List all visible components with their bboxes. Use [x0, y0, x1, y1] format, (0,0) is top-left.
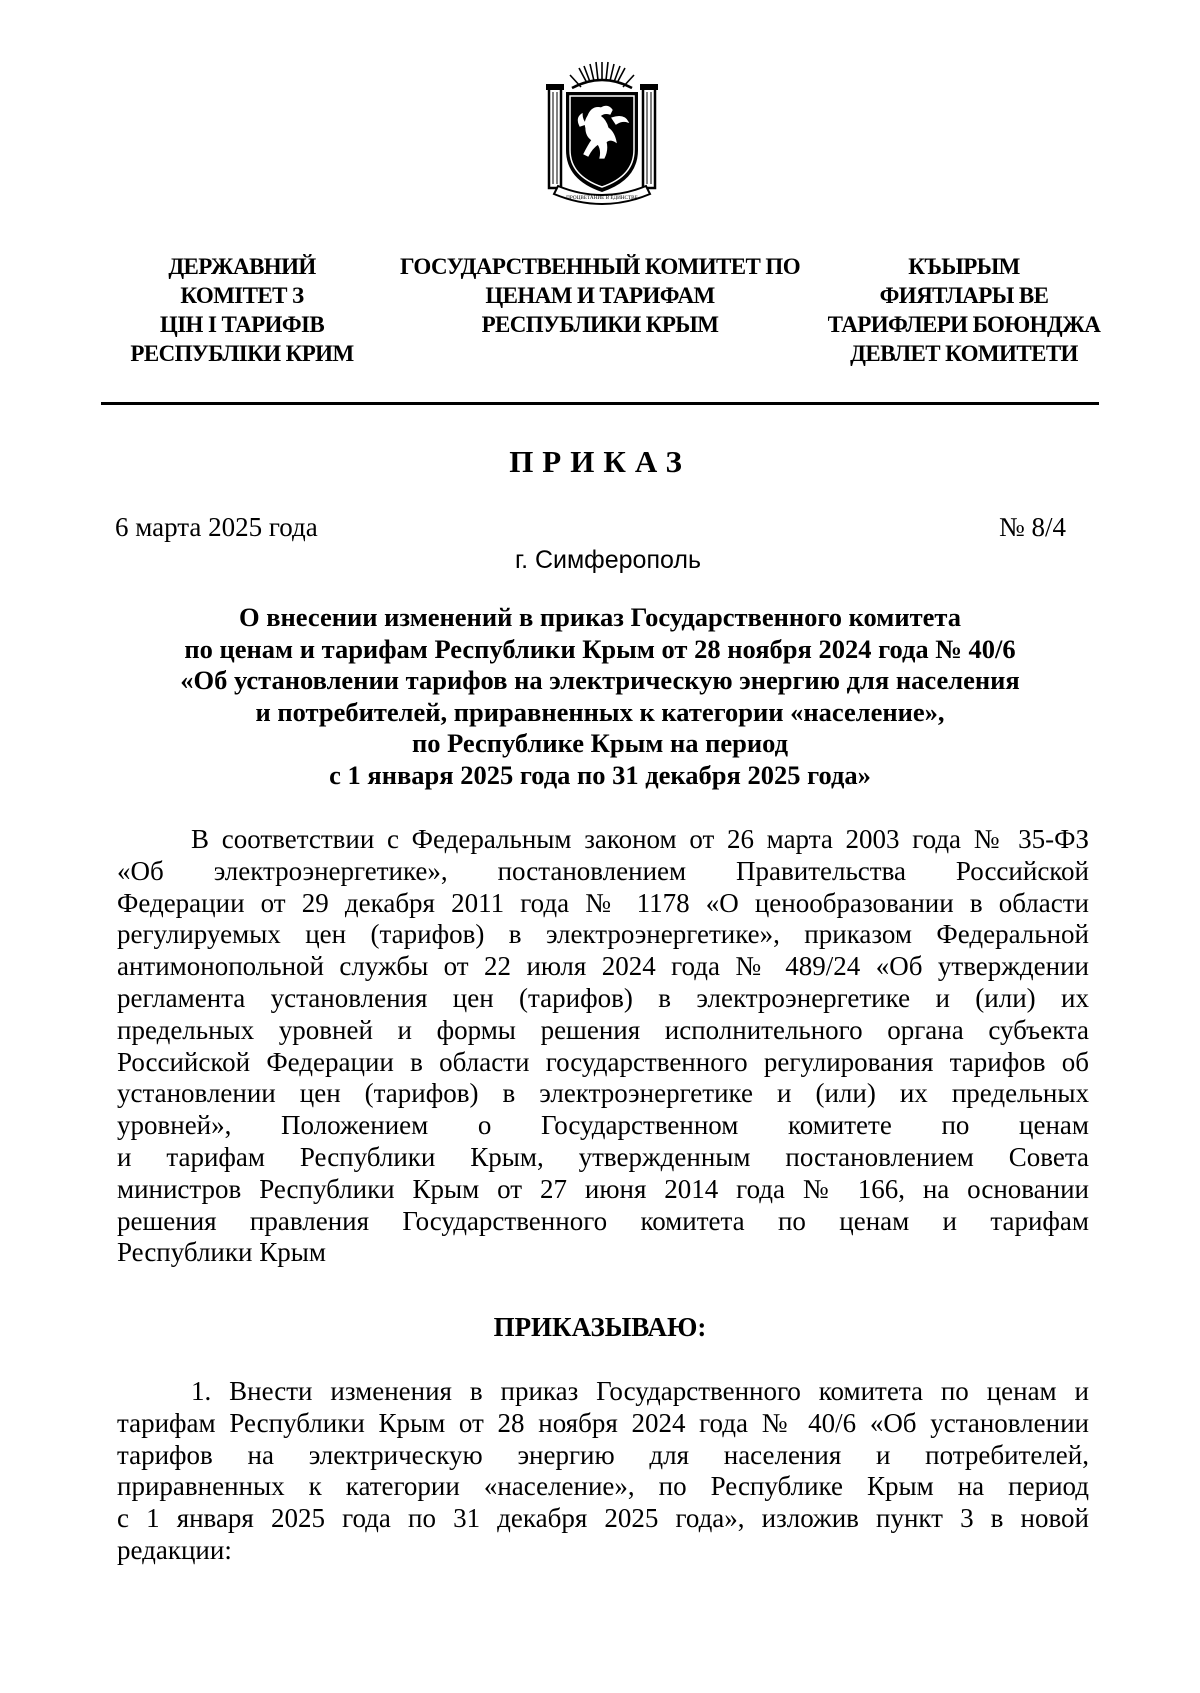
order-heading: ПРИКАЗЫВАЮ: — [493, 1312, 707, 1342]
preamble-line: уровней», Положением о Государственном комитете по ценам — [117, 1110, 1089, 1141]
preamble-line: «Об электроэнергетике», постановлением Правительства Российской — [117, 855, 1089, 886]
agency-crh-line: КЪЫРЫМ — [908, 254, 1020, 279]
preamble-line: Республики Крым — [117, 1237, 326, 1268]
agency-uk-line: КОМІТЕТ З — [180, 283, 304, 308]
document-title: ПРИКАЗ — [509, 444, 691, 479]
clause-line: с 1 января 2025 года по 31 декабря 2025 года», изложив пункт 3 в новой — [117, 1503, 1089, 1534]
preamble-line: министров Республики Крым от 27 июня 2014 года № 166, на основании — [117, 1173, 1089, 1204]
preamble-line: В соответствии с Федеральным законом от 26 марта 2003 года № 35-ФЗ — [191, 824, 1089, 854]
subject-line: и потребителей, приравненных к категории «население», — [255, 696, 945, 727]
emblem-motto: ПРОЦВЕТАНИЕ В ЕДИНСТВЕ — [566, 195, 638, 201]
agency-uk-line: РЕСПУБЛІКИ КРИМ — [130, 341, 354, 366]
agency-uk-line: ЦІН І ТАРИФІВ — [159, 312, 325, 337]
preamble-line: регулируемых цен (тарифов) в электроэнергетике», приказом Федеральной — [117, 919, 1089, 950]
preamble-line: Российской Федерации в области государственного регулирования тарифов об — [117, 1046, 1089, 1077]
preamble-line: антимонопольной службы от 22 июля 2024 года № 489/24 «Об утверждении — [117, 951, 1089, 982]
subject-line: «Об установлении тарифов на электрическую энергию для населения — [180, 665, 1020, 695]
document-city: г. Симферополь — [515, 546, 701, 574]
preamble-line: регламента установления цен (тарифов) в электроэнергетике и (или) их — [117, 982, 1089, 1013]
agency-name-ukrainian — [112, 252, 372, 368]
agency-ru-line: ГОСУДАРСТВЕННЫЙ КОМИТЕТ ПО — [399, 254, 801, 279]
header-divider — [101, 402, 1099, 405]
clause-1-paragraph — [117, 1376, 1089, 1567]
preamble-paragraph — [117, 824, 1089, 1269]
subject-line: по ценам и тарифам Республики Крым от 28 ноября 2024 года № 40/6 — [184, 633, 1016, 664]
preamble-line: Федерации от 29 декабря 2011 года № 1178 «О ценообразовании в области — [117, 887, 1089, 918]
document-number: № 8/4 — [998, 512, 1066, 542]
clause-line: редакции: — [117, 1534, 232, 1565]
clause-line: тарифов на электрическую энергию для населения и потребителей, — [117, 1439, 1089, 1470]
document-subject — [100, 602, 1100, 791]
agency-crh-line: ФИЯТЛАРЫ ВЕ — [879, 283, 1049, 308]
document-date: 6 марта 2025 года — [115, 512, 318, 542]
clause-line: 1. Внести изменения в приказ Государственного комитета по ценам и — [191, 1376, 1089, 1406]
preamble-line: установлении цен (тарифов) в электроэнергетике и (или) их предельных — [117, 1078, 1089, 1109]
subject-line: О внесении изменений в приказ Государственного комитета — [238, 602, 961, 632]
clause-line: тарифам Республики Крым от 28 ноября 2024 года № 40/6 «Об установлении — [117, 1407, 1089, 1438]
agency-name-russian — [380, 252, 820, 339]
agency-ru-line: РЕСПУБЛИКИ КРЫМ — [481, 312, 719, 337]
subject-line: по Республике Крым на период — [411, 728, 789, 758]
preamble-line: предельных уровней и формы решения исполнительного органа субъекта — [117, 1014, 1089, 1045]
agency-name-crimean-tatar — [816, 252, 1112, 368]
preamble-line: и тарифам Республики Крым, утвержденным постановлением Совета — [117, 1141, 1089, 1172]
agency-uk-line: ДЕРЖАВНИЙ — [168, 254, 316, 279]
agency-crh-line: ТАРИФЛЕРИ БОЮНДЖА — [827, 312, 1101, 337]
clause-line: приравненных к категории «население», по Республике Крым на период — [117, 1471, 1089, 1502]
agency-ru-line: ЦЕНАМ И ТАРИФАМ — [485, 283, 715, 308]
agency-crh-line: ДЕВЛЕТ КОМИТЕТИ — [850, 341, 1078, 366]
subject-line: с 1 января 2025 года по 31 декабря 2025 года» — [329, 759, 871, 790]
crimea-coat-of-arms-icon — [538, 58, 666, 206]
preamble-line: решения правления Государственного комитета по ценам и тарифам — [117, 1205, 1089, 1236]
